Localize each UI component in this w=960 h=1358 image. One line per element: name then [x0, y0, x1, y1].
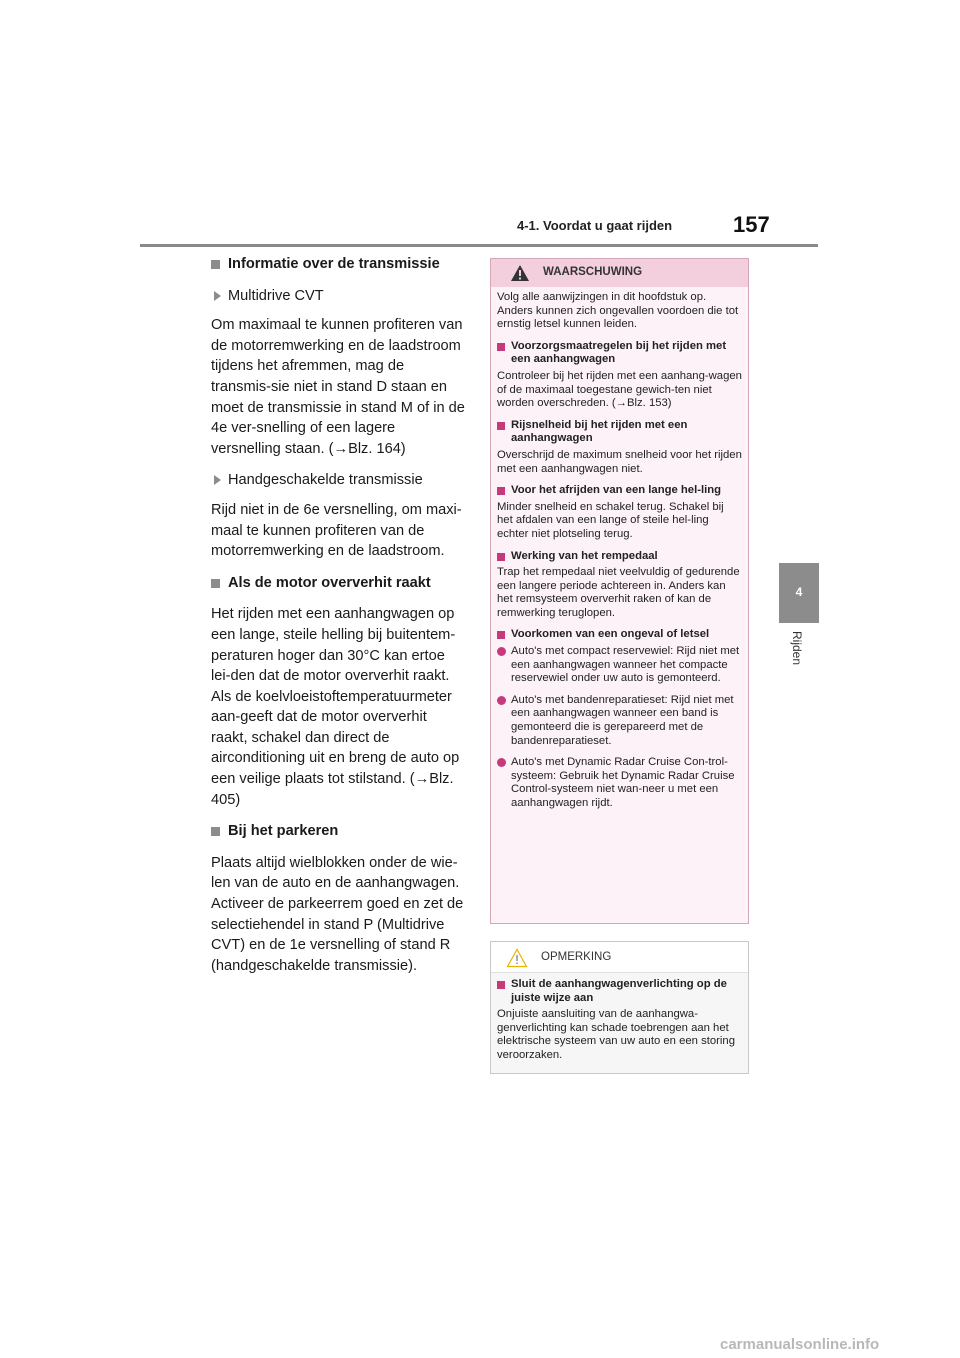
- warning-heading-text: Voorkomen van een ongeval of letsel: [511, 628, 710, 641]
- warning-paragraph: Minder snelheid en schakel terug. Schakel bij het afdalen van een lange of steile hel-ling echter niet plotseling terug.: [497, 500, 724, 540]
- chapter-label: [778, 631, 818, 681]
- section-heading: [211, 573, 466, 594]
- warning-heading: [497, 550, 742, 564]
- watermark: carmanualsonline.info: [720, 1336, 880, 1353]
- notice-triangle-icon: [506, 948, 528, 968]
- paragraph: Plaats altijd wielblokken onder de wie-len van de auto en de aanhangwagen. Activeer de parkeerrem goed en zet de selectiehendel in stand P (Multidrive CVT) en de 1e versnelling of stand R (handgeschakelde transmissie).: [211, 854, 464, 974]
- section-heading: [211, 254, 466, 275]
- square-bullet-icon: [497, 553, 505, 561]
- note-heading: [497, 978, 742, 1005]
- sub-heading: [211, 470, 466, 491]
- warning-bullet-text: Auto's met bandenreparatieset: Rijd niet met een aanhangwagen wanneer een band is gemonteerd die is gerepareerd met de bandenreparatieset.: [511, 693, 734, 747]
- square-bullet-icon: [497, 631, 505, 639]
- warning-triangle-icon: [510, 264, 530, 282]
- square-bullet-icon: [211, 260, 220, 269]
- note-paragraph: Onjuiste aansluiting van de aanhangwa-genverlichting kan schade toebrengen aan het elektrische systeem van uw auto en een storing veroorzaken.: [497, 1008, 735, 1061]
- warning-heading: [497, 628, 742, 642]
- triangle-bullet-icon: [214, 291, 221, 301]
- warning-heading-text: Voor het afrijden van een lange hel-ling: [511, 484, 722, 497]
- warning-heading-text: Rijsnelheid bij het rijden met een aanhangwagen: [511, 418, 688, 445]
- sub-heading-text: Handgeschakelde transmissie: [228, 472, 423, 489]
- chapter-label-text: Rijden: [790, 631, 804, 666]
- warning-header: [491, 259, 748, 287]
- chapter-tab: [779, 563, 819, 623]
- warning-heading: [497, 340, 742, 367]
- square-bullet-icon: [211, 827, 220, 836]
- sub-heading-text: Multidrive CVT: [228, 287, 324, 304]
- section-heading-text: Als de motor oververhit raakt: [228, 574, 431, 591]
- section-heading-text: Bij het parkeren: [228, 823, 339, 840]
- section-title: 4-1. Voordat u gaat rijden: [517, 218, 673, 233]
- round-bullet-icon: [497, 647, 506, 656]
- paragraph: Het rijden met een aanhangwagen op een lange, steile helling bij buitentem-peraturen hoger dan 30°C kan ertoe lei-den dat de motor oververhit raakt. Als de koelvloeistoftemperatuurmeter aan-geeft dat de motor oververhit raakt, schakel dan direct de airconditioning uit en breng de auto op een veilige plaats tot stilstand. (→Blz. 405): [211, 606, 460, 808]
- warning-heading-text: Voorzorgsmaatregelen bij het rijden met een aanhangwagen: [511, 339, 727, 366]
- warning-bullet-text: Auto's met Dynamic Radar Cruise Con-trol-systeem: Gebruik het Dynamic Radar Cruise Control-systeem niet wan-neer u met een aanhangwagen rijdt.: [511, 756, 735, 809]
- round-bullet-icon: [497, 696, 506, 705]
- warning-bullet: [497, 756, 742, 810]
- main-column: [211, 254, 466, 987]
- warning-heading: [497, 419, 742, 446]
- sub-heading: [211, 286, 466, 307]
- header-divider: [140, 244, 818, 247]
- warning-box: [490, 258, 749, 924]
- square-bullet-icon: [497, 343, 505, 351]
- paragraph: Om maximaal te kunnen profiteren van de motorremwerking en de laadstroom tijdens het afremmen, mag de transmis-sie niet in stand D staan en moet de transmissie in stand M of in de 4e ver-snelling of een lagere versnelling staan. (→Blz. 164): [211, 317, 465, 457]
- square-bullet-icon: [497, 981, 505, 989]
- note-heading-text: Sluit de aanhangwagenverlichting op de juiste wijze aan: [511, 978, 727, 1004]
- round-bullet-icon: [497, 758, 506, 767]
- warning-paragraph: Trap het rempedaal niet veelvuldig of gedurende een langere periode achtereen in. Anders kan het remsysteem oververhit raken of kan de remwerking teruglopen.: [497, 566, 740, 619]
- warning-paragraph: Overschrijd de maximum snelheid voor het rijden met een aanhangwagen niet.: [497, 448, 742, 475]
- square-bullet-icon: [497, 422, 505, 430]
- note-title: OPMERKING: [541, 951, 612, 963]
- note-header: [491, 942, 748, 973]
- note-box: [490, 941, 749, 1074]
- chapter-number: 4: [795, 585, 803, 599]
- paragraph: Rijd niet in de 6e versnelling, om maxi-maal te kunnen profiteren van de motorremwerking en de laadstroom.: [211, 501, 462, 560]
- triangle-bullet-icon: [214, 475, 221, 485]
- page-number: 157: [733, 212, 770, 237]
- warning-bullet: [497, 694, 742, 748]
- warning-heading-text: Werking van het rempedaal: [511, 549, 658, 562]
- warning-heading: [497, 484, 742, 498]
- note-body: [491, 973, 748, 1063]
- section-heading-text: Informatie over de transmissie: [228, 256, 440, 272]
- warning-paragraph: Controleer bij het rijden met een aanhang-wagen of de maximaal toegestane gewich-ten niet worden overschreden. (→Blz. 153): [497, 369, 742, 410]
- section-heading: [211, 821, 466, 842]
- warning-title: WAARSCHUWING: [543, 266, 643, 278]
- square-bullet-icon: [497, 487, 505, 495]
- warning-body: [491, 287, 748, 811]
- square-bullet-icon: [211, 579, 220, 588]
- warning-intro: Volg alle aanwijzingen in dit hoofdstuk op. Anders kunnen zich ongevallen voordoen die tot ernstig letsel kunnen leiden.: [497, 291, 739, 331]
- warning-bullet: [497, 645, 742, 686]
- warning-bullet-text: Auto's met compact reservewiel: Rijd niet met een aanhangwagen wanneer het compacte reservewiel onder uw auto is gemonteerd.: [511, 645, 740, 685]
